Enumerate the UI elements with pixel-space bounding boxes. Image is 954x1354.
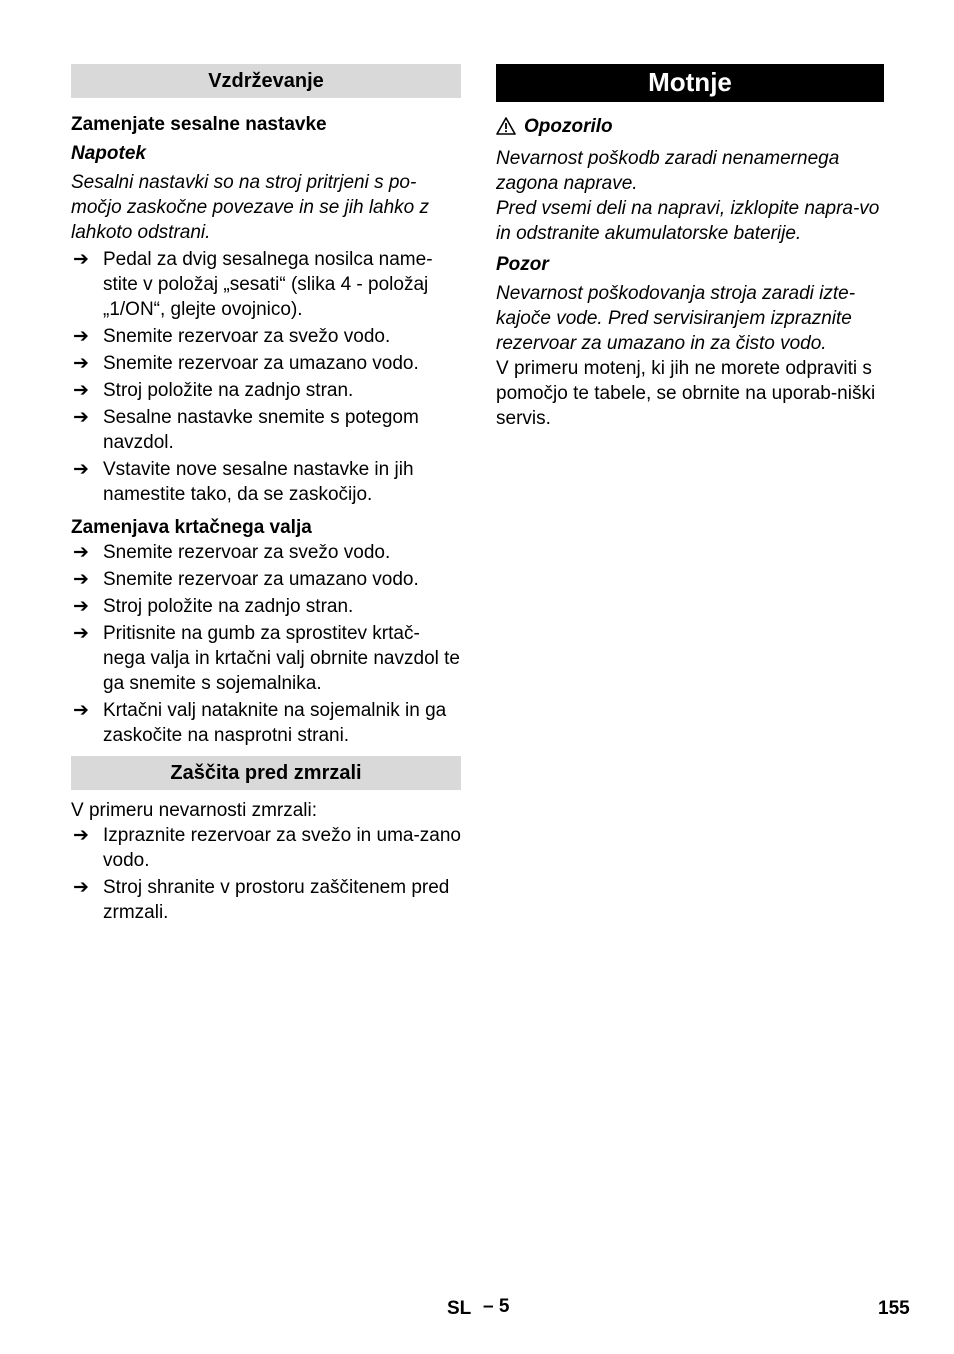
suction-steps-list	[71, 247, 461, 507]
arrow-right-icon: ➔	[73, 700, 89, 721]
arrow-right-icon: ➔	[73, 569, 89, 590]
warning-row	[496, 114, 884, 142]
step-text: Snemite rezervoar za umazano vodo.	[103, 353, 419, 374]
arrow-right-icon: ➔	[73, 407, 89, 428]
arrow-right-icon: ➔	[73, 877, 89, 898]
footer-page-number: 155	[878, 1298, 910, 1319]
step-item	[71, 247, 461, 322]
warning-triangle-icon	[496, 117, 516, 142]
step-text: Stroj shranite v prostoru zaščitenem pred zrmzali.	[103, 877, 450, 923]
step-item	[71, 875, 461, 925]
caution-text: Nevarnost poškodovanja stroja zaradi izte-kajoče vode. Pred servisiranjem izpraznite rezervoar za umazano in za čisto vodo.	[496, 283, 856, 354]
arrow-right-icon: ➔	[73, 459, 89, 480]
suction-heading: Zamenjate sesalne nastavke	[71, 114, 327, 135]
step-text: Stroj položite na zadnjo stran.	[103, 596, 354, 617]
arrow-right-icon: ➔	[73, 623, 89, 644]
step-text: Izpraznite rezervoar za svežo in uma-zano vodo.	[103, 825, 461, 871]
faults-title: Motnje	[496, 64, 884, 102]
step-text: Pritisnite na gumb za sprostitev krtač-nega valja in krtačni valj obrnite navzdol te ga snemite s sojemalnika.	[103, 623, 460, 694]
arrow-right-icon: ➔	[73, 326, 89, 347]
step-item	[71, 621, 461, 696]
caution-label: Pozor	[496, 254, 549, 275]
step-item	[71, 457, 461, 507]
step-text: Snemite rezervoar za svežo vodo.	[103, 326, 391, 347]
warning-text-1: Nevarnost poškodb zaradi nenamernega zagona naprave.	[496, 148, 840, 194]
brush-heading: Zamenjava krtačnega valja	[71, 517, 312, 538]
step-text: Snemite rezervoar za umazano vodo.	[103, 569, 419, 590]
arrow-right-icon: ➔	[73, 353, 89, 374]
arrow-right-icon: ➔	[73, 249, 89, 270]
service-text: V primeru motenj, ki jih ne morete odpraviti s pomočjo te tabele, se obrnite na uporab-niški servis.	[496, 358, 876, 429]
step-text: Snemite rezervoar za svežo vodo.	[103, 542, 391, 563]
step-text: Sesalne nastavke snemite s potegom navzdol.	[103, 407, 419, 453]
step-item	[71, 823, 461, 873]
step-item	[71, 324, 461, 349]
arrow-right-icon: ➔	[73, 380, 89, 401]
left-column	[71, 64, 461, 925]
frost-steps-list	[71, 823, 461, 925]
step-text: Vstavite nove sesalne nastavke in jih namestite tako, da se zaskočijo.	[103, 459, 414, 505]
arrow-right-icon: ➔	[73, 825, 89, 846]
step-item	[71, 594, 461, 619]
step-text: Krtačni valj nataknite na sojemalnik in ga zaskočite na nasprotni strani.	[103, 700, 447, 746]
maintenance-title: Vzdrževanje	[71, 64, 461, 98]
step-item	[71, 567, 461, 592]
frost-title: Zaščita pred zmrzali	[71, 756, 461, 790]
step-item	[71, 351, 461, 376]
warning-label: Opozorilo	[524, 116, 613, 137]
step-text: Pedal za dvig sesalnega nosilca name-stite v položaj „sesati“ (slika 4 - položaj „1/ON“, glejte ovojnico).	[103, 249, 433, 320]
warning-text-2: Pred vsemi deli na napravi, izklopite napra-vo in odstranite akumulatorske baterije.	[496, 198, 880, 244]
brush-steps-list	[71, 540, 461, 748]
arrow-right-icon: ➔	[73, 596, 89, 617]
step-item	[71, 405, 461, 455]
step-item	[71, 378, 461, 403]
footer-section-page: – 5	[483, 1296, 510, 1317]
step-text: Stroj položite na zadnjo stran.	[103, 380, 354, 401]
step-item	[71, 540, 461, 565]
note-text: Sesalni nastavki so na stroj pritrjeni s po-močjo zaskočne povezave in se jih lahko z lahkoto odstrani.	[71, 172, 430, 243]
arrow-right-icon: ➔	[73, 542, 89, 563]
note-label: Napotek	[71, 143, 146, 164]
footer-language: SL	[447, 1298, 472, 1319]
right-column	[496, 64, 884, 431]
frost-intro: V primeru nevarnosti zmrzali:	[71, 800, 318, 821]
step-item	[71, 698, 461, 748]
